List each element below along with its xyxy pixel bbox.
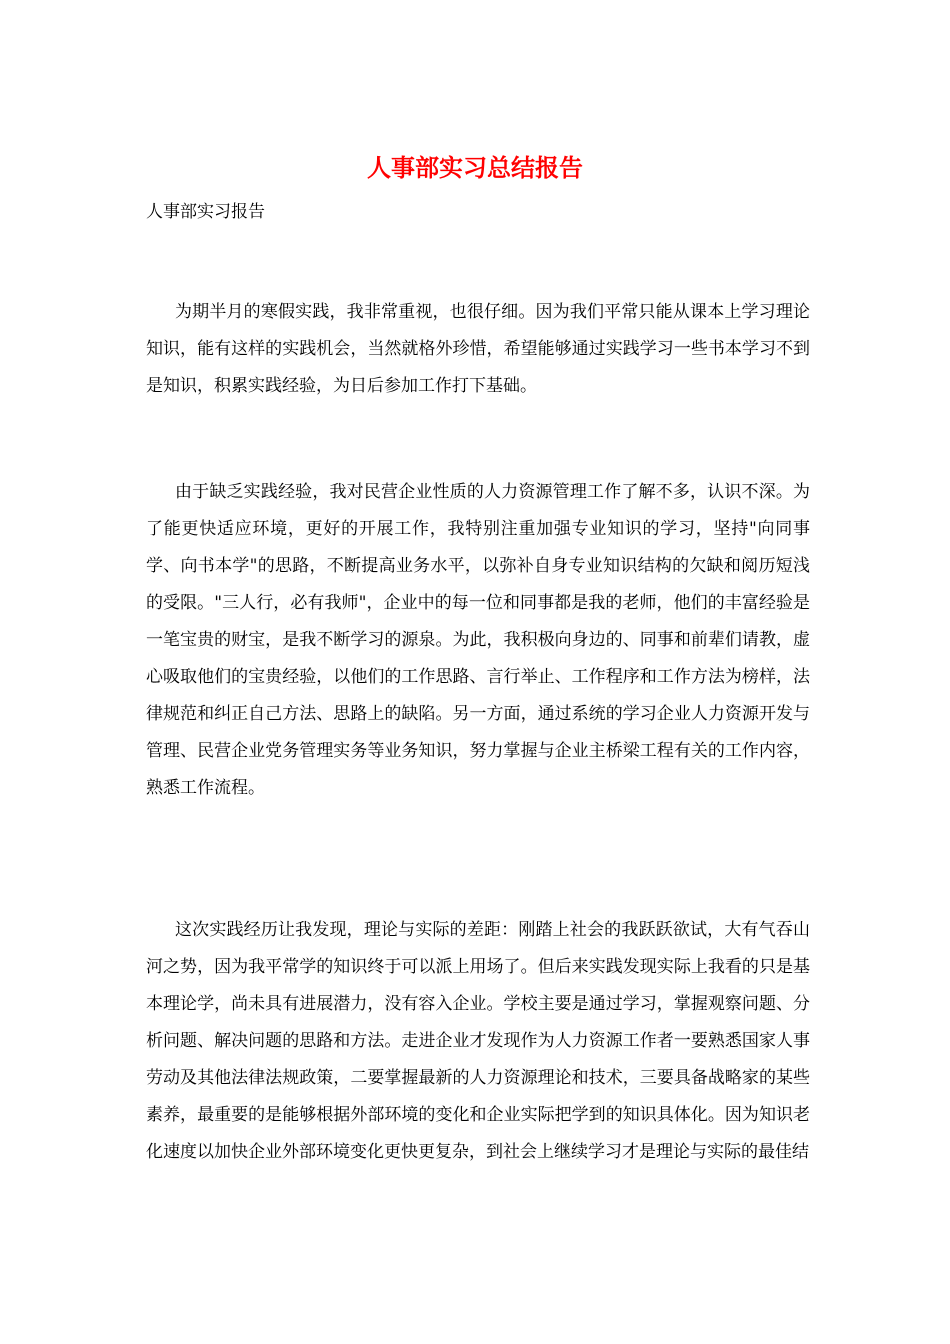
document-subtitle: 人事部实习报告 — [146, 202, 265, 222]
paragraph-1: 为期半月的寒假实践，我非常重视，也很仔细。因为我们平常只能从课本上学习理论知识，能有这样的实践机会，当然就格外珍惜，希望能够通过实践学习一些书本学习不到是知识，积累实践经验，为日后参加工作打下基础。 — [146, 302, 810, 396]
paragraph-3: 这次实践经历让我发现，理论与实际的差距：刚踏上社会的我跃跃欲试，大有气吞山河之势，因为我平常学的知识终于可以派上用场了。但后来实践发现实际上我看的只是基本理论学，尚未具有进展潜力，没有容入企业。学校主要是通过学习，掌握观察问题、分析问题、解决问题的思路和方法。走进企业才发现作为人力资源工作者一要熟悉国家人事劳动及其他法律法规政策，二要掌握最新的人力资源理论和技术，三要具备战略家的某些素养，最重要的是能够根据外部环境的变化和企业实际把学到的知识具体化。因为知识老化速度以加快企业外部环境变化更快更复杂，到社会上继续学习才是理论与实际的最佳结 — [146, 920, 810, 1162]
paragraph-2: 由于缺乏实践经验，我对民营企业性质的人力资源管理工作了解不多，认识不深。为了能更快适应环境，更好的开展工作，我特别注重加强专业知识的学习，坚持"向同事学、向书本学"的思路，不断提高业务水平，以弥补自身专业知识结构的欠缺和阅历短浅的受限。"三人行，必有我师"，企业中的每一位和同事都是我的老师，他们的丰富经验是一笔宝贵的财宝，是我不断学习的源泉。为此，我积极向身边的、同事和前辈们请教，虚心吸取他们的宝贵经验，以他们的工作思路、言行举止、工作程序和工作方法为榜样，法律规范和纠正自己方法、思路上的缺陷。另一方面，通过系统的学习企业人力资源开发与管理、民营企业党务管理实务等业务知识，努力掌握与企业主桥梁工程有关的工作内容，熟悉工作流程。 — [146, 482, 810, 798]
document-title: 人事部实习总结报告 — [367, 153, 583, 182]
